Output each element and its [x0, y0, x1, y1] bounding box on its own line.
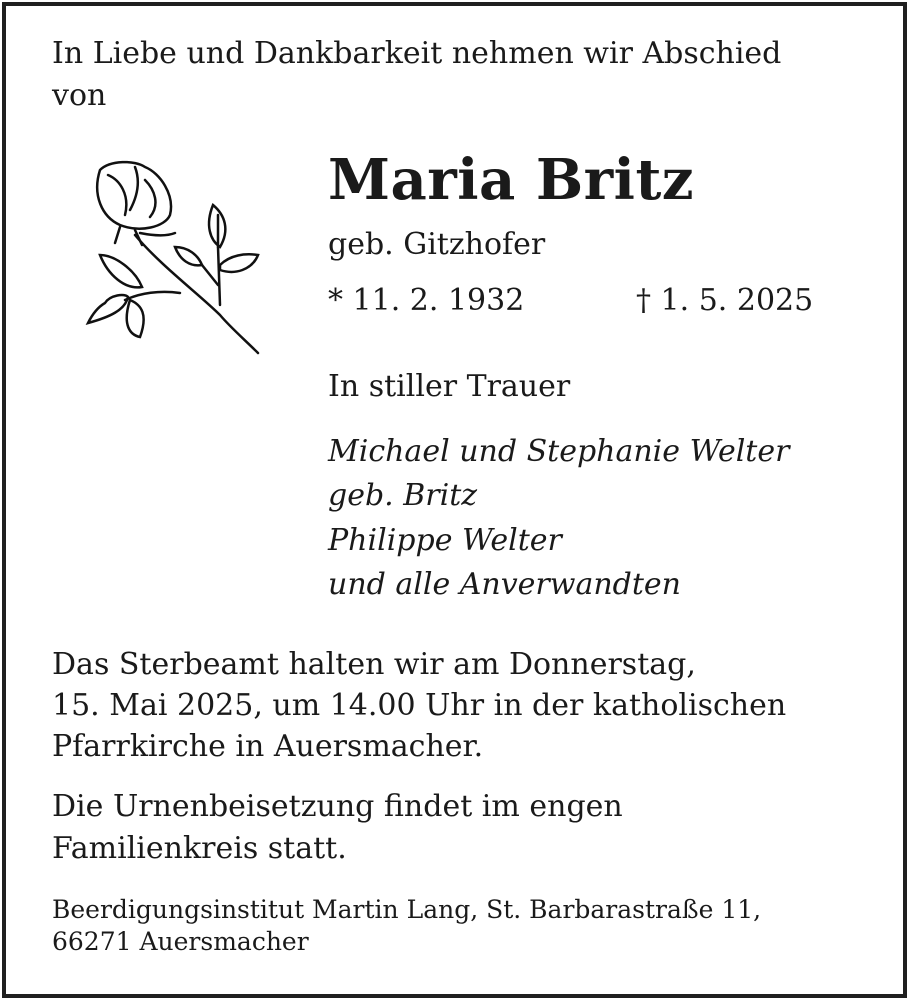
death-date: † 1. 5. 2025 [636, 283, 814, 318]
maiden-name: geb. Gitzhofer [328, 227, 546, 262]
mourner-line: Philippe Welter [328, 523, 562, 558]
undertaker-line: Beerdigungsinstitut Martin Lang, St. Barbarastraße 11, [52, 895, 762, 924]
burial-line: Familienkreis statt. [52, 831, 347, 866]
rose-icon [80, 155, 270, 360]
mourner-line: geb. Britz [328, 478, 478, 513]
deceased-name: Maria Britz [328, 147, 695, 213]
mourning-heading: In stiller Trauer [328, 369, 571, 404]
service-line: Das Sterbeamt halten wir am Donnerstag, [52, 647, 696, 682]
undertaker-line: 66271 Auersmacher [52, 927, 309, 956]
service-line: Pfarrkirche in Auersmacher. [52, 729, 484, 764]
service-line: 15. Mai 2025, um 14.00 Uhr in der katholischen [52, 688, 787, 723]
intro-line-1: In Liebe und Dankbarkeit nehmen wir Abschied [52, 36, 782, 71]
intro-line-2: von [52, 78, 107, 113]
mourner-line: und alle Anverwandten [328, 567, 681, 602]
mourner-line: Michael und Stephanie Welter [328, 434, 790, 469]
burial-line: Die Urnenbeisetzung findet im engen [52, 789, 623, 824]
birth-date: * 11. 2. 1932 [328, 283, 525, 318]
